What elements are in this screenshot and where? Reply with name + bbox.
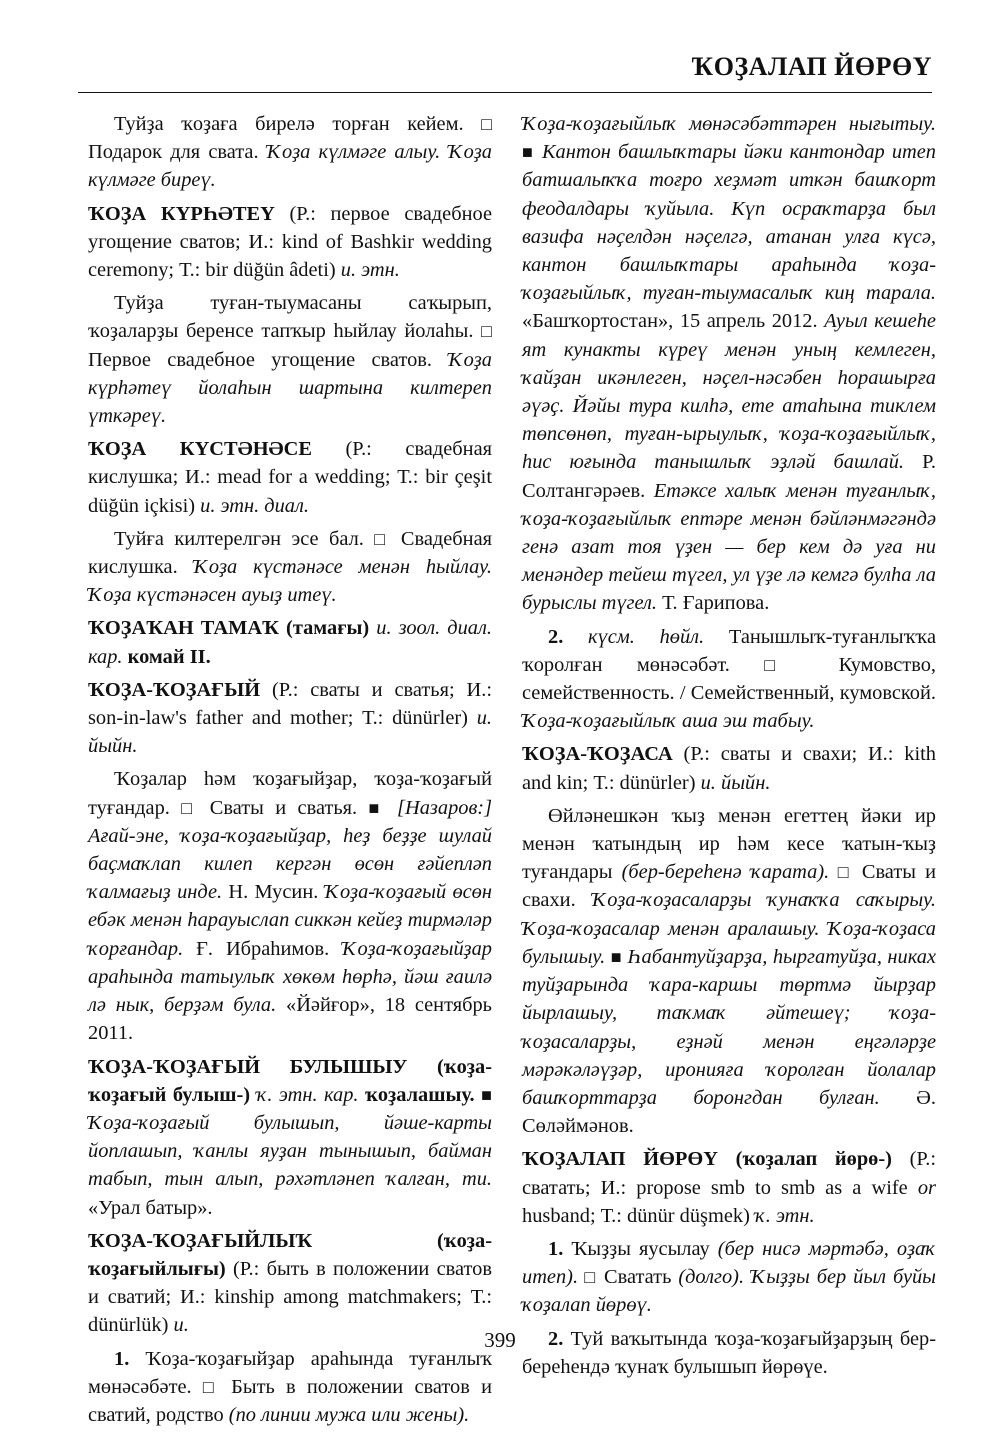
headword: ҠОҘА-ҠОҘАҒЫЙЛЫҠ bbox=[88, 1229, 313, 1252]
quotation-text: Етәксе халыҡ менән туғанлыҡ, ҡоҙа-ҡоҙағыйлыҡ ептәре менән бәйләнмәгәндә генә азат тоя үҙен — бер кем дә уға ни менәндер тейеш түгел, ул үҙе лә кемгә булһа ла бурыслы түгел. bbox=[522, 479, 937, 615]
quotation-source: «Урал батыр». bbox=[88, 1196, 213, 1219]
definition-paragraph bbox=[88, 289, 492, 430]
quotation-marker-icon: ■ bbox=[610, 946, 623, 967]
headword: ҠОҘА-ҠОҘАҒЫЙ БУЛЫШЫУ bbox=[88, 1055, 408, 1078]
grammar-label: күсм. һөйл. bbox=[563, 625, 705, 648]
definition-paragraph bbox=[522, 1235, 936, 1320]
dictionary-entry bbox=[88, 614, 492, 670]
cross-reference: комай II. bbox=[122, 645, 211, 668]
sense-number: 2. bbox=[548, 1327, 564, 1350]
translation-text: Подарок для свата. bbox=[88, 141, 267, 164]
equivalents: (Р.: быть в положении сватов и сватий; И.: kinship among matchmakers; Т.: dünürlük) bbox=[88, 1257, 492, 1337]
dictionary-entry bbox=[522, 1145, 936, 1230]
definition-paragraph bbox=[522, 623, 936, 736]
translation-marker-icon: □ bbox=[481, 321, 492, 342]
grammar-label: и. йыйн. bbox=[88, 707, 492, 758]
page-number: 399 bbox=[484, 1328, 516, 1352]
headword-variant: (ҡоҙа-ҡоҙағый булыш-) bbox=[88, 1055, 492, 1106]
headword: ҠОҘА КҮРҺӘТЕҮ bbox=[88, 202, 275, 225]
quotation-text: Ҡоҙа-ҡоҙағый булышып, йәше-карты йоплашып, ҡанлы яуҙан тынышып, байман табып, тын алып, рәхәтләнеп ҡалған, ти. bbox=[88, 1111, 492, 1191]
translation-text: Сватать bbox=[597, 1266, 679, 1289]
cross-reference: ҡоҙалашыу. bbox=[358, 1083, 475, 1106]
translation-text: Свадебная кислушка. bbox=[88, 527, 493, 579]
equivalents: husband; Т.: dünür düşmek) bbox=[522, 1204, 755, 1227]
definition-paragraph bbox=[88, 110, 492, 195]
example-text: Ҡоҙа күлмәге алыу. Ҡоҙа күлмәге биреү. bbox=[88, 141, 492, 192]
equivalents: (Р.: свадебная кислушка; И.: mead for a wedding; Т.: bir çeşit düğün içkisi) bbox=[88, 438, 492, 517]
running-head: ҠОҘАЛАП ЙӨРӨҮ bbox=[691, 52, 932, 81]
grammar-label: ҡ. этн. кар. bbox=[256, 1083, 359, 1106]
definition-note: (бер-береһенә ҡарата). bbox=[621, 861, 830, 884]
definition-paragraph bbox=[522, 802, 936, 1140]
grammar-label: и. йыйн. bbox=[700, 771, 771, 794]
right-column bbox=[522, 110, 936, 1386]
equivalents-connector: or bbox=[917, 1176, 936, 1199]
definition-note: (бер нисә мәртәбә, оҙаҡ итеп). bbox=[522, 1237, 936, 1289]
translation-marker-icon: □ bbox=[578, 1267, 598, 1288]
quotation-source: Ә. Сөләймәнов. bbox=[522, 1086, 937, 1138]
definition-paragraph bbox=[522, 110, 936, 618]
example-text: Ҡоҙа-ҡоҙағыйлыҡ аша эш табыу. bbox=[522, 710, 815, 733]
headword-variant: (тамағы) bbox=[278, 617, 377, 640]
headword: ҠОҘА КҮСТӘНӘСЕ bbox=[88, 438, 312, 461]
quotation-text: Ҡоҙа-ҡоҙағыйҙар араһында татыулыҡ хөкөм һөрһә, йәш ғаилә лә нык, берҙәм була. bbox=[88, 937, 492, 1017]
quotation-marker-icon: ■ bbox=[522, 142, 535, 163]
translation-text: Кумовство, семейственность. / Семейственный, кумовской. bbox=[522, 653, 936, 705]
headword: ҠОҘА-ҠОҘАҒЫЙ bbox=[88, 678, 261, 701]
translation-text: Сваты и свахи. bbox=[522, 861, 936, 912]
headword-variant: (ҡоҙалап йөрө-) bbox=[717, 1148, 892, 1171]
headword: ҠОҘАҠАН ТАМАҠ bbox=[88, 617, 279, 640]
quotation-source: Н. Мусин. bbox=[222, 881, 325, 904]
grammar-label: и. зоол. диал. кар. bbox=[88, 617, 492, 668]
definition-text: Танышлыҡ-туғанлыҡҡа ҡоролған мөнәсәбәт. bbox=[522, 625, 937, 676]
dictionary-entry bbox=[88, 200, 492, 285]
definition-text: Ҡоҙалар һәм ҡоҙағыйҙар, ҡоҙа-ҡоҙағый туғандар. bbox=[88, 768, 492, 819]
example-text: Ҡоҙа-ҡоҙасаларҙы ҡунаҡҡа саҡырыу. Ҡоҙа-ҡоҙасалар менән аралашыу. Ҡоҙа-ҡоҙаса булышыу. bbox=[522, 889, 936, 968]
translation-text: Первое свадебное угощение сватов. bbox=[88, 348, 449, 371]
left-column bbox=[88, 110, 492, 1434]
dictionary-entry bbox=[88, 1053, 492, 1222]
quotation-text: Кантон башлыҡтары йәки кантондар итеп батшалыҡҡа тоғро хеҙмәт иткән башҡорт феодалдары ҡуйыла. Күп осраҡтарҙа был вазифа нәҫелдән нәҫелгә, атанан улға күсә, кантон башлыҡтары араһында ҡоҙа-ҡоҙағыйлыҡ, туған-тыумасалыҡ киң тарала. bbox=[522, 141, 937, 305]
example-text: Ҡоҙа күстәнәсе менән һыйлау. Ҡоҙа күстәнәсен ауыҙ итеү. bbox=[88, 556, 492, 607]
translation-text: Сваты и сватья. bbox=[198, 796, 369, 819]
definition-paragraph bbox=[88, 765, 492, 1047]
definition-paragraph bbox=[88, 1345, 492, 1430]
equivalents: (Р.: сваты и сватья; И.: son-in-law's father and mother; Т.: dünürler) bbox=[88, 678, 492, 730]
example-text: Ҡоҙа күрһәтеү йолаһын шартына килтереп үткәреү. bbox=[88, 348, 492, 428]
translation-text: Быть в положении сватов и сватий, родство bbox=[88, 1375, 492, 1426]
sense-number: 1. bbox=[548, 1237, 564, 1260]
example-text: Ҡоҙа-ҡоҙағыйлыҡ мөнәсәбәттәрен нығытыу. bbox=[522, 113, 936, 135]
quotation-marker-icon: ■ bbox=[481, 1084, 492, 1105]
quotation-text: Һабантуйҙарҙа, һыргатуйҙа, никах туйҙарында ҡара-каршы төртмә йырҙар йырлашыу, таҡмаҡ әйтешеү; ҡоҙа-ҡоҙасаларҙы, еҙнәй менән еңгәләрҙе мәрәкәләүҙәр, иронияға ҡоролған йолалар башҡорттарҙа боронгдан булған. bbox=[522, 945, 936, 1109]
translation-note: (по линии мужа или жены). bbox=[228, 1403, 470, 1426]
header-rule bbox=[78, 92, 932, 93]
translation-marker-icon: □ bbox=[202, 1376, 220, 1397]
definition-text: Өйләнешкән ҡыҙ менән егеттең йәки ир менән ҡатындың ир һәм кесе ҡатын-ҡыҙ туғандары bbox=[522, 804, 936, 884]
grammar-label: и. этн. диал. bbox=[200, 494, 309, 517]
headword: ҠОҘАЛАП ЙӨРӨҮ bbox=[522, 1148, 718, 1171]
dictionary-entry bbox=[88, 676, 492, 761]
definition-text: Туйҙа ҡоҙаға бирелә торған кейем. bbox=[114, 113, 482, 135]
quotation-text: Ауыл кешеһе ят кунакты күреү менән уның кемлеген, ҡайҙан икәнлеген, нәҫел-нәсәбен һорашырға әүәҫ. Йәйы тура килһә, ете атаһына тиклем төпсөнөп, туған-ырыулыҡ, ҡоҙа-ҡоҙағыйлыҡ, һис юғында танышлыҡ эҙләй башлай. bbox=[522, 310, 936, 474]
grammar-label: ҡ. этн. bbox=[755, 1204, 815, 1227]
equivalents: (Р.: сваты и свахи; И.: kith and kin; Т.: dünürler) bbox=[522, 743, 936, 794]
grammar-label: и. bbox=[173, 1314, 189, 1337]
quotation-source: Р. Солтангәрәев. bbox=[522, 451, 936, 502]
quotation-source: Ғ. Ибраһимов. bbox=[183, 937, 343, 960]
translation-marker-icon: □ bbox=[764, 654, 805, 675]
headword: ҠОҘА-ҠОҘАСА bbox=[522, 743, 673, 766]
definition-text: Туйға килтерелгән эсе бал. bbox=[114, 527, 375, 550]
equivalents: (Р.: сватать; И.: propose smb to smb as a wife bbox=[522, 1148, 936, 1199]
definition-text: Туй ваҡытында ҡоҙа-ҡоҙағыйҙарҙың бер-береһендә ҡунаҡ булышып йөрөүе. bbox=[522, 1327, 936, 1378]
dictionary-entry bbox=[88, 1227, 492, 1340]
headword-variant: (ҡоҙа-ҡоҙағыйлығы) bbox=[88, 1229, 492, 1280]
translation-marker-icon: □ bbox=[374, 528, 391, 549]
quotation-text: [Назаров:] Ағай-эне, ҡоҙа-ҡоҙағыйҙар, һеҙ беҙҙе шулай баҫмаҡлап килеп кергән өсөн ғәйепләп ҡалмағыҙ инде. bbox=[88, 796, 493, 904]
quotation-source: Т. Ғарипова. bbox=[657, 592, 770, 615]
quotation-source: «Башҡортостан», 15 апрель 2012. bbox=[522, 310, 825, 333]
quotation-marker-icon: ■ bbox=[368, 797, 386, 818]
quotation-text: Ҡоҙа-ҡоҙағый өсөн ебәк менән һарауыслап сиккән кейеҙ тирмәләр ҡорғандар. bbox=[88, 881, 492, 960]
definition-paragraph bbox=[88, 525, 492, 610]
definition-text: Туйҙа туған-тыумасаны саҡырып, ҡоҙаларҙы беренсе тапҡыр һыйлау йолаһы. bbox=[88, 292, 492, 343]
definition-text: Ҡыҙҙы яусылау bbox=[563, 1237, 718, 1260]
dictionary-entry bbox=[522, 740, 936, 796]
equivalents: (Р.: первое свадебное угощение сватов; И.: kind of Bashkir wedding ceremony; Т.: bir düğün âdeti) bbox=[88, 202, 492, 282]
translation-marker-icon: □ bbox=[181, 797, 199, 818]
translation-marker-icon: □ bbox=[829, 862, 853, 883]
example-text: (долго). Ҡыҙҙы бер йыл буйы ҡоҙалап йөрөү. bbox=[522, 1266, 936, 1317]
grammar-label: и. этн. bbox=[340, 259, 400, 282]
sense-number: 2. bbox=[548, 625, 564, 648]
definition-text: Ҡоҙа-ҡоҙағыйҙар араһында туғанлыҡ мөнәсәбәте. bbox=[88, 1347, 492, 1398]
dictionary-entry bbox=[88, 435, 492, 520]
quotation-source: «Йәйғор», 18 сентябрь 2011. bbox=[88, 994, 492, 1045]
translation-marker-icon: □ bbox=[481, 114, 492, 134]
sense-number: 1. bbox=[114, 1347, 130, 1370]
